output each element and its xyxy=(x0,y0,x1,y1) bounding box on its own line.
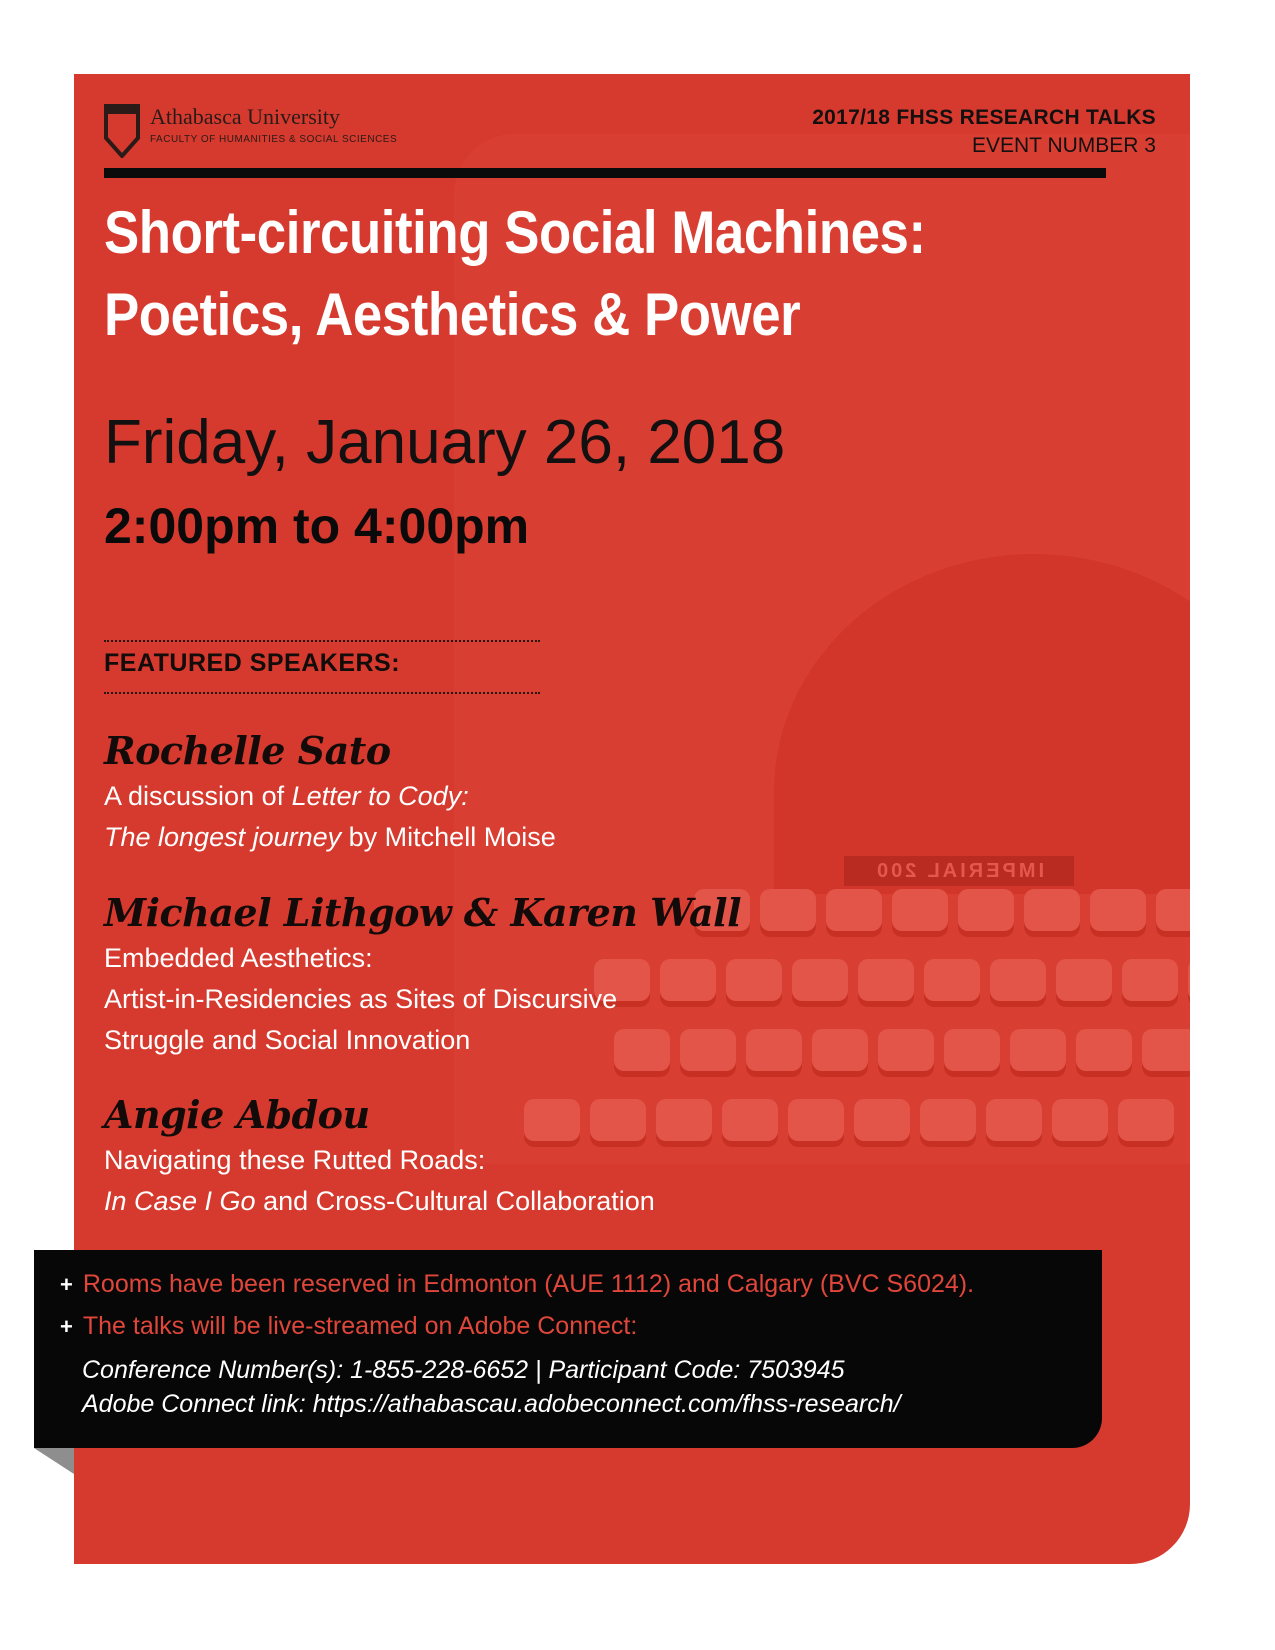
series-info xyxy=(812,104,1156,160)
speaker-block xyxy=(104,1090,655,1222)
talk-title-line: Navigating these Rutted Roads: xyxy=(104,1145,486,1175)
university-name: Athabasca University xyxy=(150,104,340,129)
plus-icon: + xyxy=(60,1313,73,1339)
shield-icon xyxy=(104,104,140,158)
university-logo xyxy=(104,104,397,158)
talk-title-line: In Case I Go and Cross-Cultural Collaboration xyxy=(104,1186,655,1216)
plus-icon: + xyxy=(60,1271,73,1297)
talk-title-line: A discussion of Letter to Cody: xyxy=(104,781,469,811)
speaker-block xyxy=(104,726,556,858)
adobe-connect-link[interactable]: Adobe Connect link: https://athabascau.adobeconnect.com/fhss-research/ xyxy=(82,1390,901,1418)
event-date: Friday, January 26, 2018 xyxy=(104,408,786,477)
featured-speakers-heading: FEATURED SPEAKERS: xyxy=(104,649,401,677)
info-box-fold xyxy=(34,1448,74,1474)
faculty-name: FACULTY OF HUMANITIES & SOCIAL SCIENCES xyxy=(150,134,398,145)
talk-title-line: Artist-in-Residencies as Sites of Discursive xyxy=(104,984,618,1014)
dotted-divider xyxy=(104,692,540,694)
info-bullet xyxy=(60,1312,637,1341)
series-title: 2017/18 FHSS RESEARCH TALKS xyxy=(812,106,1156,129)
event-info-box xyxy=(34,1250,1102,1448)
title-line: Short-circuiting Social Machines: xyxy=(104,199,926,266)
event-number: EVENT NUMBER 3 xyxy=(972,134,1156,157)
typewriter-key-row xyxy=(694,889,1190,937)
speaker-name: Angie Abdou xyxy=(104,1092,370,1137)
event-time: 2:00pm to 4:00pm xyxy=(104,498,530,554)
talk-title-line: Embedded Aesthetics: xyxy=(104,943,373,973)
header-divider xyxy=(104,168,1106,178)
event-title xyxy=(104,192,1028,356)
dotted-divider xyxy=(104,640,540,642)
talk-title-line: Struggle and Social Innovation xyxy=(104,1025,471,1055)
info-bullet xyxy=(60,1270,974,1299)
rooms-info: Rooms have been reserved in Edmonton (AUE 1112) and Calgary (BVC S6024). xyxy=(82,1270,975,1298)
conference-details: Conference Number(s): 1-855-228-6652 | Participant Code: 7503945 xyxy=(82,1356,845,1384)
speaker-name: Michael Lithgow & Karen Wall xyxy=(104,890,742,935)
speaker-name: Rochelle Sato xyxy=(104,728,391,773)
title-line: Poetics, Aesthetics & Power xyxy=(104,281,801,348)
speaker-block xyxy=(104,888,741,1061)
talk-title-line: The longest journey by Mitchell Moise xyxy=(104,822,556,852)
livestream-info: The talks will be live-streamed on Adobe Connect: xyxy=(82,1312,638,1340)
typewriter-brand-plate: IMPERIAL 200 xyxy=(844,856,1074,886)
